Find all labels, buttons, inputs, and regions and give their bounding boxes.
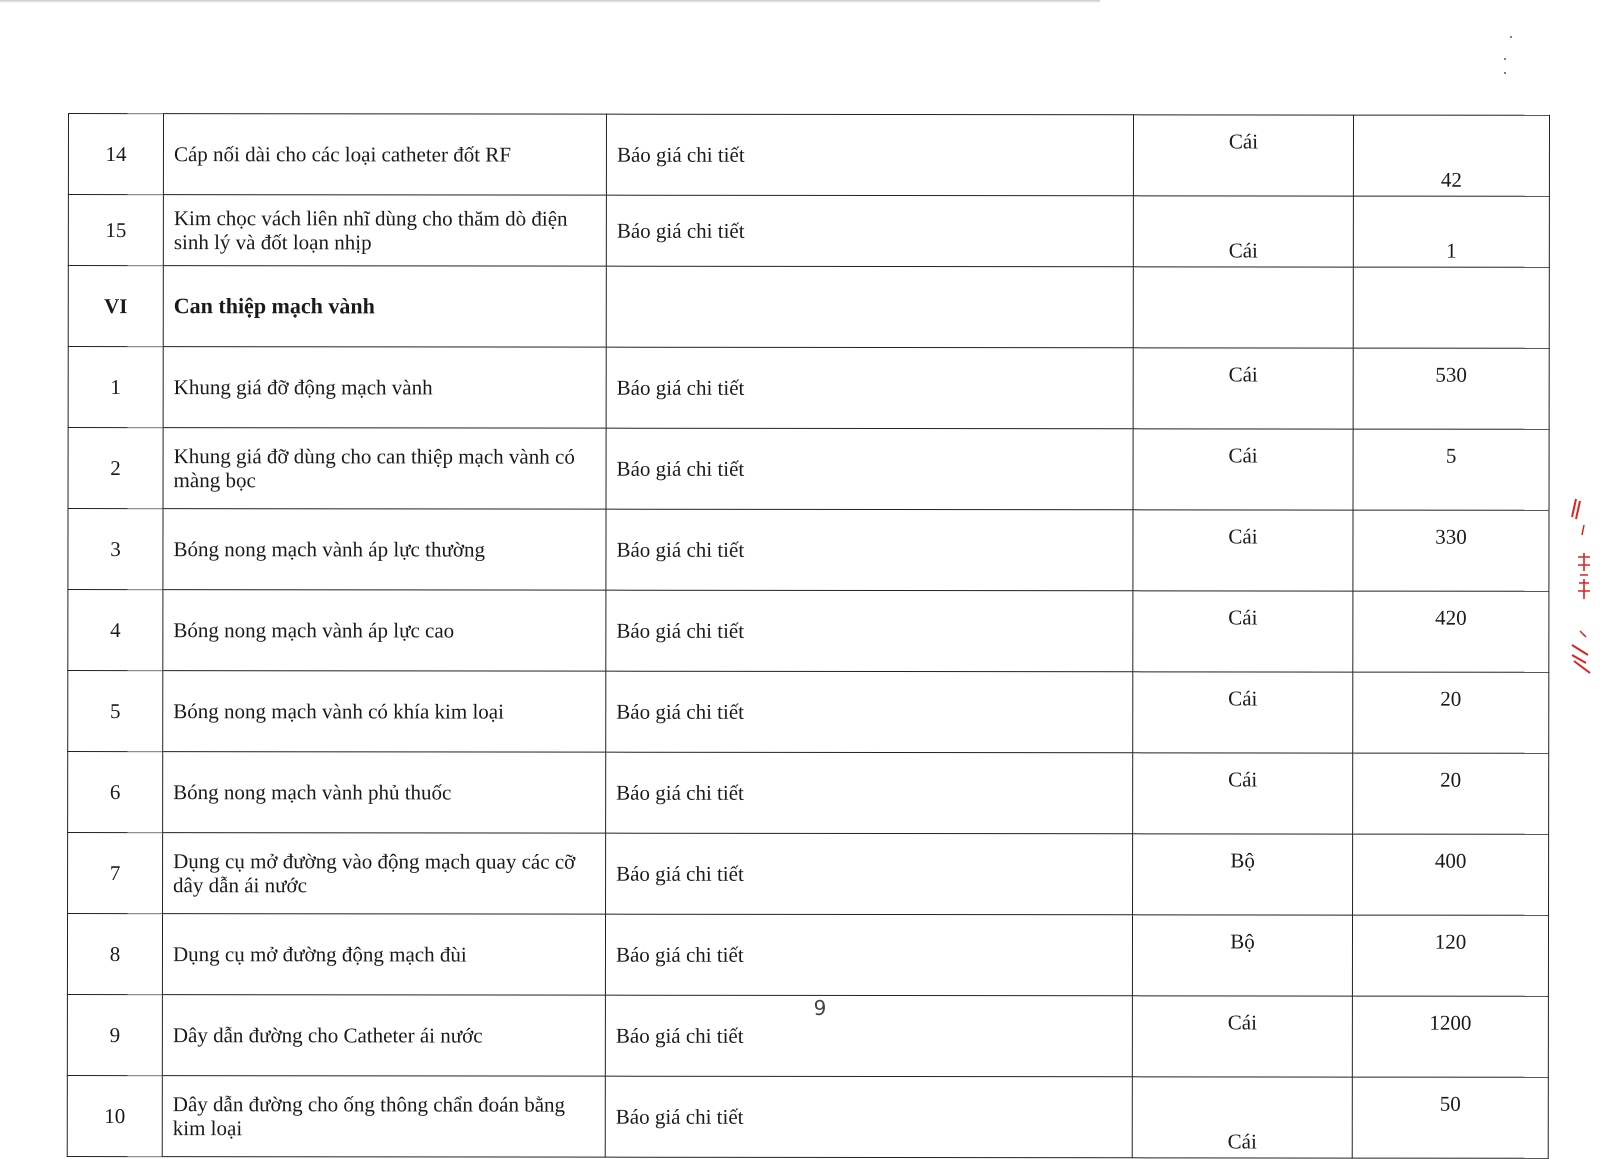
item-unit: Bộ — [1133, 834, 1353, 915]
item-unit: Bộ — [1132, 915, 1352, 996]
item-quantity: 330 — [1353, 510, 1549, 591]
item-spec: Báo giá chi tiết — [605, 1076, 1132, 1158]
item-spec: Báo giá chi tiết — [606, 671, 1133, 753]
item-quantity: 420 — [1353, 591, 1549, 672]
item-quantity: 42 — [1353, 115, 1549, 196]
row-number: 10 — [67, 1075, 162, 1156]
item-quantity: 20 — [1353, 672, 1549, 753]
section-row — [68, 266, 1549, 349]
table-row — [68, 428, 1549, 511]
item-name: Can thiệp mạch vành — [163, 266, 606, 348]
item-name: Dụng cụ mở đường động mạch đùi — [162, 914, 605, 996]
item-unit: Cái — [1133, 115, 1353, 196]
item-spec: Báo giá chi tiết — [606, 428, 1133, 510]
item-name: Bóng nong mạch vành phủ thuốc — [163, 752, 606, 834]
row-number: 8 — [67, 914, 162, 995]
item-quantity: 120 — [1352, 915, 1548, 996]
row-number: 6 — [68, 752, 163, 833]
item-quantity: 1 — [1353, 196, 1549, 267]
item-unit: Cái — [1133, 196, 1353, 267]
item-unit: Cái — [1133, 429, 1353, 510]
table-row — [67, 1075, 1548, 1158]
table-row — [68, 833, 1549, 916]
item-quantity: 400 — [1353, 834, 1549, 915]
item-spec: Báo giá chi tiết — [606, 347, 1133, 429]
table-row — [68, 114, 1549, 197]
red-stamp-fragment — [1570, 495, 1596, 680]
row-number: 3 — [68, 509, 163, 590]
item-spec: Báo giá chi tiết — [605, 914, 1132, 996]
item-spec: Báo giá chi tiết — [606, 114, 1133, 196]
row-number: 5 — [68, 671, 163, 752]
item-name: Dụng cụ mở đường vào động mạch quay các cỡ dây dẫn ái nước — [163, 833, 606, 915]
item-spec: Báo giá chi tiết — [605, 995, 1132, 1077]
row-number: 7 — [68, 833, 163, 914]
row-number: 2 — [68, 428, 163, 509]
item-name: Khung giá đỡ động mạch vành — [163, 347, 606, 429]
item-name: Bóng nong mạch vành có khía kim loại — [163, 671, 606, 753]
item-quantity: 1200 — [1352, 996, 1548, 1077]
row-number: VI — [68, 266, 163, 347]
row-number: 14 — [68, 114, 163, 195]
item-unit: Cái — [1133, 672, 1353, 753]
item-spec: Báo giá chi tiết — [606, 195, 1133, 267]
scan-specks — [1504, 28, 1514, 88]
item-name: Cáp nối dài cho các loại catheter đốt RF — [163, 114, 606, 196]
table-row — [68, 590, 1549, 673]
item-name: Dây dẫn đường cho ống thông chẩn đoán bằng kim loại — [162, 1076, 605, 1158]
row-number: 15 — [68, 195, 163, 266]
item-unit: Cái — [1133, 591, 1353, 672]
item-unit: Cái — [1133, 348, 1353, 429]
item-name: Bóng nong mạch vành áp lực cao — [163, 590, 606, 672]
item-spec: Báo giá chi tiết — [606, 590, 1133, 672]
item-spec: Báo giá chi tiết — [606, 509, 1133, 591]
table-row — [68, 195, 1549, 268]
table-row — [67, 914, 1548, 997]
item-quantity: 530 — [1353, 348, 1549, 429]
item-name: Bóng nong mạch vành áp lực thường — [163, 509, 606, 591]
item-quantity: 50 — [1352, 1077, 1548, 1158]
page-number: 9 — [813, 996, 827, 1020]
item-quantity: 5 — [1353, 429, 1549, 510]
row-number: 9 — [67, 994, 162, 1075]
item-unit: Cái — [1132, 996, 1352, 1077]
item-unit — [1133, 267, 1353, 348]
item-name: Dây dẫn đường cho Catheter ái nước — [162, 995, 605, 1077]
item-spec — [606, 266, 1133, 348]
item-unit: Cái — [1132, 1077, 1352, 1158]
item-quantity: 20 — [1353, 753, 1549, 834]
table-row — [68, 509, 1549, 592]
item-name: Khung giá đỡ dùng cho can thiệp mạch vành có màng bọc — [163, 428, 606, 510]
item-unit: Cái — [1133, 753, 1353, 834]
scan-edge — [0, 0, 1100, 3]
row-number: 4 — [68, 590, 163, 671]
table-row — [68, 752, 1549, 835]
item-unit: Cái — [1133, 510, 1353, 591]
item-spec: Báo giá chi tiết — [606, 833, 1133, 915]
table-row — [68, 671, 1549, 754]
row-number: 1 — [68, 347, 163, 428]
item-quantity — [1353, 267, 1549, 348]
table-row — [68, 347, 1549, 430]
item-name: Kim chọc vách liên nhĩ dùng cho thăm dò điện sinh lý và đốt loạn nhịp — [163, 195, 606, 267]
item-spec: Báo giá chi tiết — [606, 752, 1133, 834]
